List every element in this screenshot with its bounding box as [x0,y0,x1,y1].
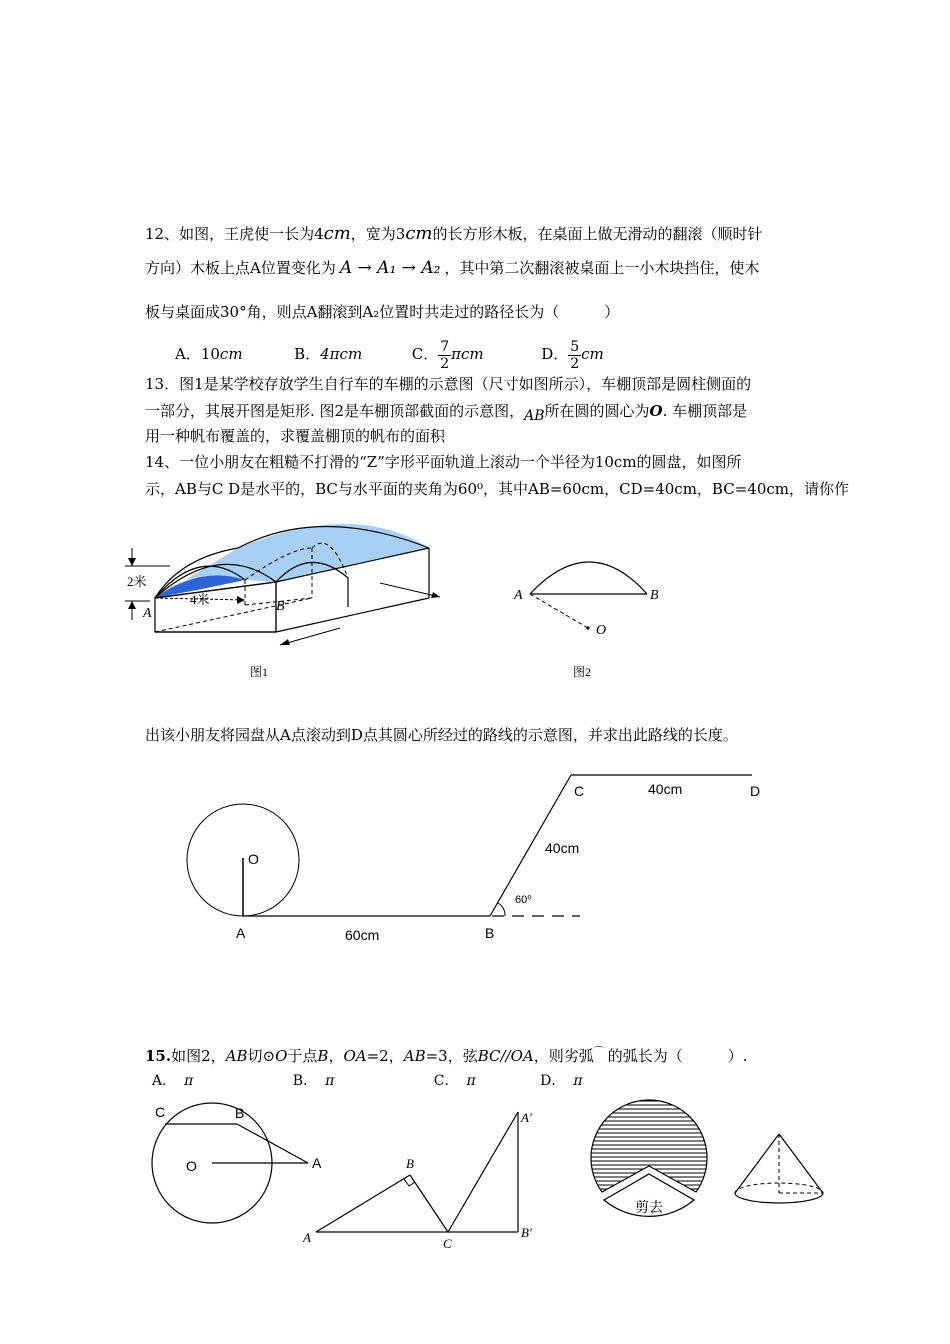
svg-text:A: A [312,1155,322,1171]
figure-2-caption: 图2 [573,665,592,679]
point-b-label: B [276,599,285,614]
q14-line1: 14、一位小朋友在粗糙不打滑的“Z”字形平面轨道上滚动一个半径为10cm的圆盘，如图所 [145,453,742,471]
q12-line1: 12、如图，王虎使一长为4cm，宽为3cm的长方形木板，在桌面上做无滑动的翻滚（顺时针 [145,223,763,244]
q14-line2: 示，AB与C D是水平的，BC与水平面的夹角为60⁰，其中AB=60cm，CD=40cm，BC=40cm，请你作 [145,480,849,498]
q13-line2: 一部分，其展开图是矩形. 图2是车棚顶部截面的示意图，AB所在圆的圆心为O. 车棚顶部是 [145,402,748,424]
track-bc-length: 40cm [545,840,580,856]
svg-text:C: C [155,1104,166,1120]
svg-text:A′: A′ [521,1110,532,1125]
option-a: A．10cm [175,345,243,363]
position-sequence: A → A₁ → A₂ [339,258,441,278]
q15-stem: 15.如图2，AB切⊙O于点B，OA=2，AB=3，弦BC//OA，则劣弧⌒ 的弧长为（ ）. [145,1047,748,1065]
option-b: B．4πcm [294,345,363,363]
fig2-point-o: O [596,623,607,638]
q13-line1: 13．图1是某学校存放学生自行车的车棚的示意图（尺寸如图所示），车棚顶部是圆柱侧面的 [145,375,752,393]
svg-text:A: A [303,1230,311,1245]
track-label-c: C [574,783,585,799]
q15-option-b: B． π [292,1073,335,1089]
svg-text:B: B [235,1105,245,1121]
rotated-triangles-figure [302,1110,532,1251]
track-angle: 60⁰ [515,894,532,906]
track-label-b: B [485,925,495,941]
width-label: 4米 [190,592,210,607]
q12-line3: 板与桌面成30°角，则点A翻滚到A₂位置时共走过的路径长为（ ） [145,303,620,321]
track-label-o: O [248,851,259,867]
fig2-point-a: A [514,588,523,603]
q14-line3: 出该小朋友将园盘从A点滚动到D点其圆心所经过的路线的示意图，并求出此路线的长度。 [145,726,738,744]
svg-text:O: O [186,1158,197,1174]
q13-line3: 用一种帆布覆盖的，求覆盖棚顶的帆布的面积 [145,427,446,445]
svg-text:C: C [443,1236,452,1251]
point-a-label: A [143,606,152,621]
cut-label: 剪去 [635,1201,663,1216]
figure-1-caption: 图1 [250,665,269,679]
q15-option-a: A． π [152,1073,194,1089]
track-ab-length: 60cm [345,927,380,943]
tangent-circle-figure [152,1103,322,1223]
svg-text:B: B [406,1156,414,1171]
option-c: C． $\frac{7}{2}$ πcm [411,338,484,372]
q15-option-c: C． π [433,1073,476,1089]
cut-sector-figure [591,1100,707,1216]
arc-ab-label: AB [524,408,545,424]
svg-text:B′: B′ [521,1225,532,1240]
q15-option-d: D． π [540,1073,583,1089]
fig2-point-b: B [650,588,659,603]
track-cd-length: 40cm [648,781,683,797]
cone-figure [735,1134,823,1203]
track-label-a: A [236,925,246,941]
option-d: D． $\frac{5}{2}$ cm [541,338,604,372]
height-label: 2米 [127,574,147,589]
track-label-d: D [750,783,761,799]
q12-line2: 方向）木板上点A位置变化为 A → A₁ → A₂ ，其中第二次翻滚被桌面上一小木块挡住，使木 [145,258,760,278]
